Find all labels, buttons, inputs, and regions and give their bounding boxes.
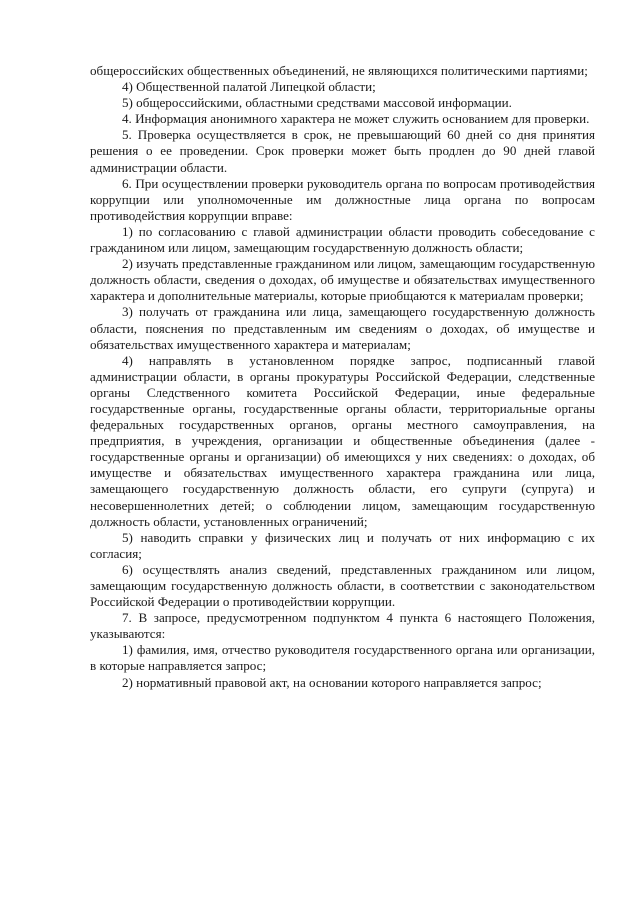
paragraph-clause-6-item-2: 2) изучать представленные гражданином или лицом, замещающим государственную должность области, сведения о доходах, об имуществе и обязательствах имущественного характера и дополнительные материалы, которые приобщаются к материалам проверки; (90, 256, 595, 304)
paragraph-continuation: общероссийских общественных объединений, не являющихся политическими партиями; (90, 63, 588, 78)
document-page (90, 63, 595, 691)
paragraph-item-5: 5) общероссийскими, областными средствами массовой информации. (122, 95, 512, 111)
paragraph-clause-6-item-6: 6) осуществлять анализ сведений, представленных гражданином или лицом, замещающим государственную должность области, в соответствии с законодательством Российской Федерации о противодействии коррупции. (90, 561, 595, 610)
paragraph-clause-7: 7. В запросе, предусмотренном подпунктом 4 пункта 6 настоящего Положения, указываются: (90, 610, 595, 642)
paragraph-clause-6-item-4: 4) направлять в установленном порядке запрос, подписанный главой администрации области, в органы прокуратуры Российской Федерации, следственные органы Следственного комитета Российской Федерации, иные федеральные государственные органы, государственные органы области, территориальные органы федеральных государственных органов, органы местного самоуправления, на предприятия, в учреждения, организации и общественные объединения (далее - государственные органы и организации) об имеющихся у них сведениях: о доходах, об имуществе и обязательствах имущественного характера гражданина или лица, замещающего государственную должность области, его супруги (супруга) и несовершеннолетних детей; о соблюдении лицом, замещающим государственную должность области, установленных ограничений; (90, 352, 595, 529)
paragraph-clause-4: 4. Информация анонимного характера не может служить основанием для проверки. (122, 111, 590, 127)
paragraph-clause-7-item-2: 2) нормативный правовой акт, на основании которого направляется запрос; (122, 674, 542, 690)
paragraph-item-4: 4) Общественной палатой Липецкой области; (122, 79, 376, 95)
paragraph-clause-6-item-5: 5) наводить справки у физических лиц и получать от них информацию с их согласия; (90, 529, 595, 561)
paragraph-clause-6: 6. При осуществлении проверки руководитель органа по вопросам противодействия коррупции или уполномоченные им должностные лица органа по вопросам противодействия коррупции вправе: (90, 175, 595, 223)
paragraph-clause-6-item-3: 3) получать от гражданина или лица, замещающего государственную должность области, пояснения по представленным им сведениям о доходах, об имуществе и обязательствах имущественного характера и материалам; (90, 304, 595, 352)
paragraph-clause-7-item-1: 1) фамилия, имя, отчество руководителя государственного органа или организации, в которые направляется запрос; (90, 642, 595, 674)
paragraph-clause-5: 5. Проверка осуществляется в срок, не превышающий 60 дней со дня принятия решения о ее проведении. Срок проверки может быть продлен до 90 дней главой администрации области. (90, 127, 595, 175)
paragraph-clause-6-item-1: 1) по согласованию с главой администрации области проводить собеседование с гражданином или лицом, замещающим государственную должность области; (90, 223, 595, 256)
